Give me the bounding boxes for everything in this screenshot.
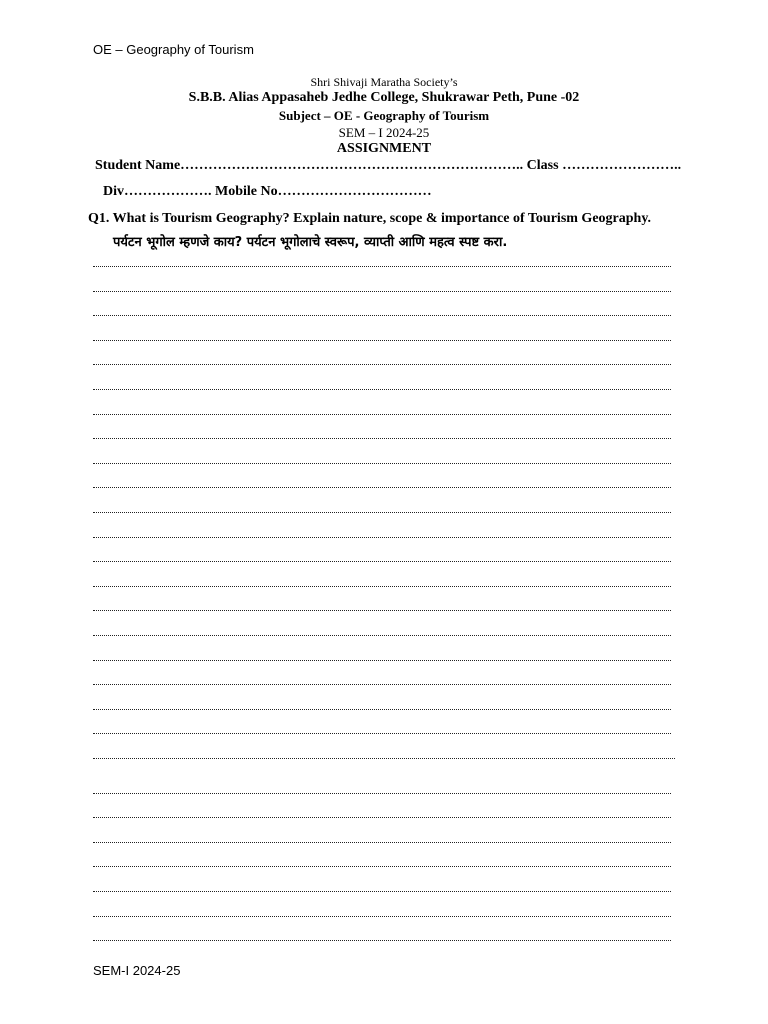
subject-title: Subject – OE - Geography of Tourism: [278, 108, 490, 123]
answer-line: [93, 891, 671, 892]
answer-line: [93, 817, 671, 818]
answer-line: [93, 364, 671, 365]
answer-line: [93, 916, 671, 917]
answer-line: [93, 842, 671, 843]
answer-line: [93, 709, 671, 710]
answer-line: [93, 586, 671, 587]
college-name: S.B.B. Alias Appasaheb Jedhe College, Shukrawar Peth, Pune -02: [188, 90, 580, 105]
answer-line: [93, 684, 671, 685]
answer-lines-area: [93, 0, 673, 1024]
answer-line: [93, 660, 671, 661]
question-1-marathi: पर्यटन भूगोल म्हणजे काय? पर्यटन भूगोलाचे स्वरूप, व्याप्ती आणि महत्व स्पष्ट करा.: [113, 235, 508, 250]
answer-line: [93, 758, 675, 759]
running-header: OE – Geography of Tourism: [93, 42, 254, 57]
answer-line: [93, 512, 671, 513]
answer-line: [93, 793, 671, 794]
assignment-heading: ASSIGNMENT: [336, 141, 432, 156]
answer-line: [93, 635, 671, 636]
society-name: Shri Shivaji Maratha Society’s: [310, 75, 458, 89]
answer-line: [93, 463, 671, 464]
answer-line: [93, 610, 671, 611]
div-mobile-row: Div………………. Mobile No……………………………: [103, 184, 432, 199]
answer-line: [93, 291, 671, 292]
answer-line: [93, 389, 671, 390]
answer-line: [93, 733, 671, 734]
answer-line: [93, 940, 671, 941]
answer-line: [93, 340, 671, 341]
answer-line: [93, 561, 671, 562]
student-name-class-row: Student Name……………………………………………………………….. Class ……………………..: [95, 158, 682, 173]
answer-line: [93, 438, 671, 439]
answer-line: [93, 487, 671, 488]
answer-line: [93, 414, 671, 415]
semester-label: SEM – I 2024-25: [338, 125, 430, 140]
page-footer: SEM-I 2024-25: [93, 963, 181, 978]
answer-line: [93, 266, 671, 267]
answer-line: [93, 315, 671, 316]
answer-line: [93, 866, 671, 867]
answer-line: [93, 537, 671, 538]
question-1-english: Q1. What is Tourism Geography? Explain nature, scope & importance of Tourism Geography.: [88, 211, 652, 226]
